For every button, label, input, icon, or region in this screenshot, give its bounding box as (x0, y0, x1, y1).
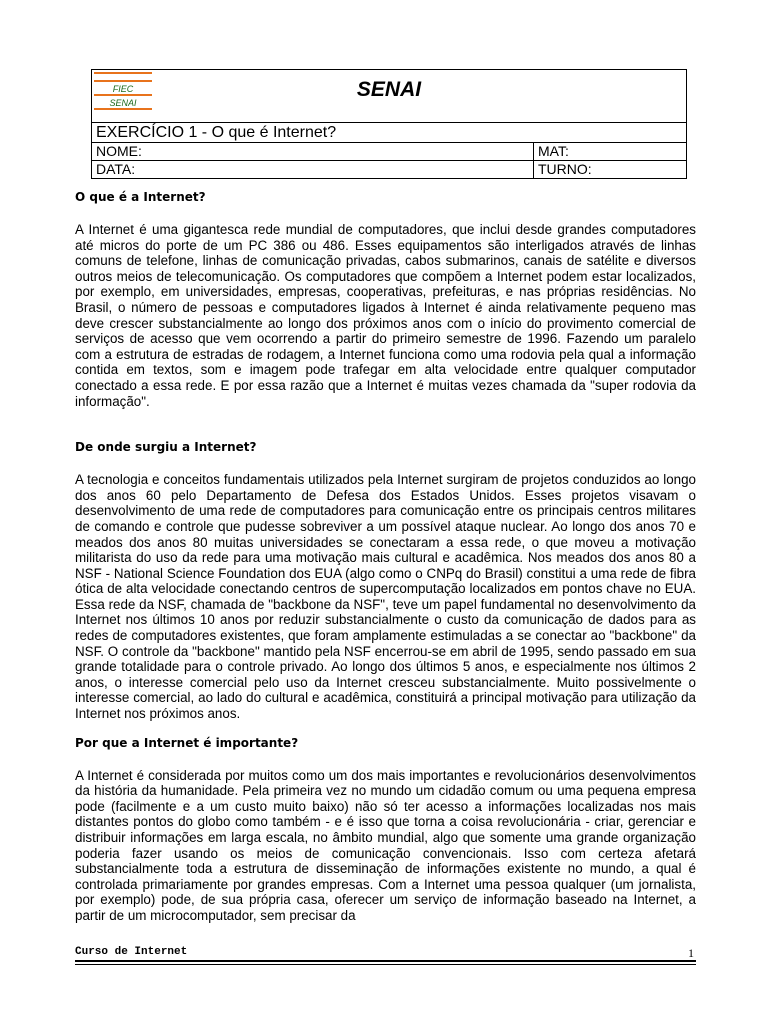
name-row (92, 143, 686, 160)
footer-rule (75, 960, 696, 962)
section-paragraph-importance: A Internet é considerada por muitos como um dos mais importantes e revolucionários desenvolvimentos da história da humanidade. Pela primeira vez no mundo um cidadão comum ou uma pequena empresa pode (facilmente e a um custo muito baixo) não só ter acesso a informações localizadas nos mais distantes pontos do globo como também - e é isso que torna a coisa revolucionária - criar, gerenciar e distribuir informações em larga escala, no âmbito mundial, algo que somente uma grande organização poderia fazer usando os meios de comunicação convencionais. Isso com certeza afetará substancialmente toda a estrutura de disseminação de informações existente no mundo, a qual é controlada primariamente por grandes empresas. Com a Internet uma pessoa qualquer (um jornalista, por exemplo) pode, de sua própria casa, oferecer um serviço de informação baseado na Internet, a partir de um microcomputador, sem precisar da (75, 767, 696, 923)
footer-rule-thin (75, 964, 696, 965)
mat-field: MAT: (538, 143, 569, 159)
header-title-row (92, 70, 686, 123)
section-heading-origin: De onde surgiu a Internet? (75, 440, 257, 455)
header-table (91, 69, 687, 179)
document-body (75, 190, 696, 924)
page-number: 1 (688, 946, 694, 960)
page-title: SENAI (356, 78, 422, 101)
section-paragraph-origin: A tecnologia e conceitos fundamentais utilizados pela Internet surgiram de projetos conduzidos ao longo dos anos 60 pelo Departamento de Defesa dos Estados Unidos. Esses projetos visavam o desenvolvimento de uma rede de computadores para comunicação entre os principais centros militares de comando e controle que pudesse sobreviver a um possível ataque nuclear. Ao longo dos anos 70 e meados dos anos 80 muitas universidades se conectaram a essa rede, o que moveu a motivação militarista do uso da rede para uma motivação mais cultural e acadêmica. Nos meados dos anos 80 a NSF - National Science Foundation dos EUA (algo como o CNPq do Brasil) constitui a uma rede de fibra ótica de alta velocidade conectando centros de supercomputação localizados em pontos chave no EUA. Essa rede da NSF, chamada de "backbone da NSF", teve um papel fundamental no desenvolvimento da Internet nos últimos 10 anos por reduzir substancialmente o custo da comunicação de dados para as redes de computadores existentes, que foram amplamente estimuladas a se conectar ao "backbone" da NSF. O controle da "backbone" mantido pela NSF encerrou-se em abril de 1995, sendo passado em sua grande totalidade para o controle privado. Ao longo dos últimos 5 anos, e especialmente nos últimos 2 anos, o interesse comercial pelo uso da Internet cresceu substancialmente. Muito possivelmente o interesse comercial, ao lado do cultural e acadêmica, constituirá a principal motivação para utilização da Internet nos próximos anos. (75, 472, 696, 722)
logo-text-senai: SENAI (109, 98, 137, 108)
date-row (92, 160, 686, 178)
footer-course-name: Curso de Internet (75, 946, 188, 958)
section-paragraph-what: A Internet é uma gigantesca rede mundial de computadores, que inclui desde grandes computadores até micros do porte de um PC 386 ou 486. Esses equipamentos são interligados através de linhas comuns de telefone, linhas de comunicação privadas, cabos submarinos, canais de satélite e diversos outros meios de telecomunicação. Os computadores que compõem a Internet podem estar localizados, por exemplo, em universidades, empresas, cooperativas, prefeituras, e nas próprias residências. No Brasil, o número de pessoas e computadores ligados à Internet é ainda relativamente pequeno mas deve crescer substancialmente ao longo dos próximos anos com o início do provimento comercial de serviços de acesso que vem ocorrendo a partir do primeiro semestre de 1996. Fazendo um paralelo com a estrutura de estradas de rodagem, a Internet funciona como uma rodovia pela qual a informação contida em textos, som e imagem pode trafegar em alta velocidade entre qualquer computador conectado a essa rede. E por essa razão que a Internet é muitas vezes chamada da "super rodovia da informação". (75, 222, 696, 409)
exercise-title: EXERCÍCIO 1 - O que é Internet? (92, 123, 686, 143)
turno-field: TURNO: (538, 161, 592, 177)
section-heading-what: O que é a Internet? (75, 190, 206, 204)
nome-field: NOME: (92, 143, 534, 160)
section-heading-importance: Por que a Internet é importante? (75, 735, 299, 750)
logo-text-fiec: FIEC (112, 84, 134, 94)
data-field: DATA: (92, 161, 534, 178)
